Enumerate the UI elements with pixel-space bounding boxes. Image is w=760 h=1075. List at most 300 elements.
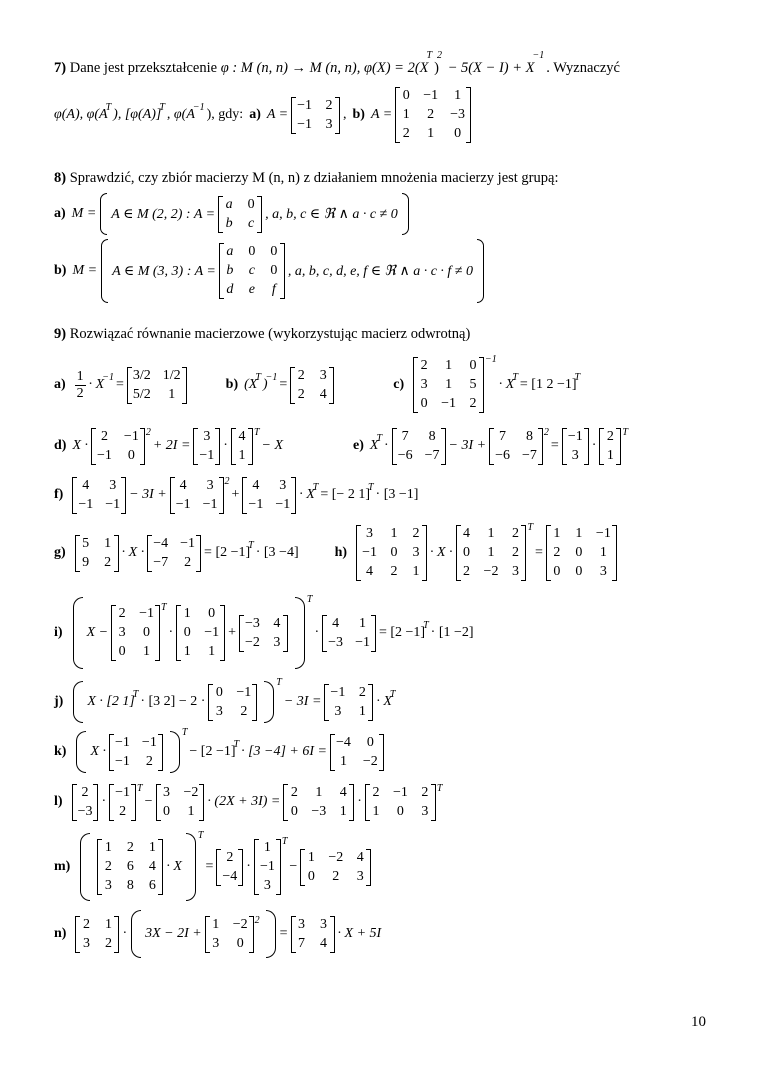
- section-7-header: [54, 50, 620, 77]
- matrix-entry: 2: [606, 428, 614, 444]
- matrix-grid: [115, 785, 130, 820]
- matrix-9m3: [254, 839, 281, 895]
- matrix-entry: −1: [139, 606, 154, 621]
- matrix-entry: 3: [511, 564, 519, 579]
- paren-left: [73, 681, 83, 723]
- paren-right: [170, 731, 180, 773]
- s8-b-cond1: A ∈ M (3, 3) : A =: [112, 263, 216, 279]
- matrix-entry: −7: [424, 447, 440, 463]
- matrix-entry: −1: [275, 496, 291, 512]
- matrix-9d3: [231, 428, 253, 465]
- brace-right: [477, 239, 484, 303]
- matrix-entry: 1: [372, 803, 380, 819]
- section-8-text: Sprawdzić, czy zbiór macierzy M (n, n) z działaniem mnożenia macierzy jest grupą:: [66, 170, 559, 186]
- matrix-grid: [297, 917, 329, 952]
- paren-left: [80, 833, 90, 901]
- section-9-text: Rozwiązać równanie macierzowe (wykorzystując macierz odwrotną): [66, 326, 471, 342]
- matrix-entry: −1: [115, 784, 131, 800]
- matrix-entry: 3: [82, 935, 90, 951]
- matrix-entry: 4: [320, 935, 328, 951]
- paren-right: [186, 833, 196, 901]
- matrix-entry: −1: [297, 97, 313, 113]
- matrix-entry: 2: [100, 428, 108, 444]
- matrix-grid: [78, 478, 120, 513]
- matrix-9h3: [546, 525, 617, 581]
- matrix-entry: 0: [247, 196, 255, 212]
- matrix-entry: f: [271, 282, 276, 297]
- matrix-entry: 1: [487, 526, 495, 541]
- matrix-9c: [413, 357, 484, 413]
- matrix-grid: [117, 606, 154, 660]
- matrix-9j: [208, 684, 257, 721]
- matrix-entry: 5: [469, 377, 477, 392]
- matrix-entry: 3: [320, 916, 328, 932]
- matrix-entry: 1: [553, 526, 561, 541]
- matrix-entry: 2: [427, 107, 435, 122]
- matrix-grid: [115, 735, 157, 770]
- matrix-entry: 0: [469, 358, 477, 373]
- matrix-entry: 2: [297, 367, 305, 383]
- matrix-grid: [103, 840, 157, 894]
- matrix-entry: 1: [212, 916, 220, 932]
- matrix-9l4: [283, 784, 354, 821]
- matrix-entry: −6: [495, 447, 510, 463]
- matrix-entry: 3: [366, 526, 374, 541]
- matrix-entry: 1: [358, 703, 366, 719]
- matrix-entry: 0: [420, 396, 428, 411]
- matrix-9k: [109, 734, 163, 771]
- matrix-entry: −1: [297, 116, 313, 132]
- matrix-entry: 3: [206, 477, 214, 493]
- matrix-9n1: [75, 916, 119, 953]
- s8-b-cond2: , a, b, c, d, e, f ∈ ℜ ∧ a · c · f ≠ 0: [287, 263, 473, 279]
- matrix-entry: 3: [298, 916, 306, 932]
- eq-n-label: n): [54, 926, 67, 941]
- matrix-entry: 3: [420, 377, 428, 392]
- eq-a-x: · X: [88, 377, 105, 392]
- matrix-entry: 6: [148, 878, 156, 893]
- paren-right: [264, 681, 274, 723]
- section-7-row: φ(A), φ(A $^T$ ), [φ(A)] $^T$ , φ(A $^{-1}$ ), gdy: a) A = −1 2 −1 3 , b) A = 0 −1 1 1 2 −3 2 1 0: [54, 82, 474, 148]
- matrix-9f1: [72, 477, 126, 514]
- matrix-entry: 1: [359, 615, 367, 631]
- matrix-grid: [605, 429, 615, 464]
- matrix-entry: 3: [104, 878, 112, 893]
- matrix-grid: [462, 526, 521, 580]
- matrix-grid: [552, 526, 611, 580]
- matrix-entry: 2: [184, 554, 192, 570]
- list-sup1: T: [105, 101, 112, 113]
- matrix-entry: 4: [463, 526, 471, 541]
- matrix-entry: 1: [208, 644, 216, 659]
- matrix-entry: 8: [428, 428, 436, 444]
- s8-b-label: b): [54, 263, 67, 278]
- matrix-9i2: [176, 605, 225, 661]
- matrix-entry: −7: [153, 554, 169, 570]
- matrix-9l5: [365, 784, 436, 821]
- matrix-9e3: [562, 428, 589, 465]
- matrix-entry: 4: [366, 564, 374, 579]
- sq-sup: 2: [436, 50, 442, 61]
- brace-left: [101, 239, 108, 303]
- matrix-grid: [81, 536, 113, 571]
- eq-a-label: a): [54, 377, 66, 392]
- matrix-entry: −1: [123, 428, 139, 444]
- matrix-grid: [260, 840, 275, 894]
- matrix-entry: 1: [445, 377, 453, 392]
- matrix-entry: 7: [298, 935, 306, 951]
- paren-left: [76, 731, 86, 773]
- matrix-entry: −1: [78, 496, 94, 512]
- eq-c-label: c): [393, 377, 405, 392]
- matrix-entry: 3: [163, 784, 171, 800]
- matrix-entry: 4: [319, 386, 327, 402]
- matrix-entry: −1: [355, 634, 370, 650]
- matrix-entry: 2: [469, 396, 477, 411]
- eq-l-label: l): [54, 794, 63, 809]
- matrix-entry: 1: [104, 535, 112, 551]
- matrix-grid: [328, 616, 370, 651]
- eq-i-label: i): [54, 625, 63, 640]
- matrix-entry: 1: [263, 840, 271, 855]
- matrix-entry: 1: [575, 526, 583, 541]
- matrix-entry: 0: [215, 684, 223, 700]
- matrix-entry: 4: [238, 428, 246, 444]
- matrix-entry: 1: [183, 606, 191, 621]
- matrix-grid: [371, 785, 430, 820]
- matrix-entry: 8: [525, 428, 533, 444]
- section-9-label: 9): [54, 326, 67, 342]
- matrix-entry: 0: [118, 644, 126, 659]
- matrix-9g2: [147, 535, 201, 572]
- matrix-entry: 5: [82, 535, 90, 551]
- matrix-entry: 4: [273, 615, 281, 631]
- matrix-entry: −1: [567, 428, 583, 444]
- matrix-9m2: [216, 849, 243, 886]
- eq-k-label: k): [54, 744, 67, 759]
- matrix-entry: 1: [183, 644, 191, 659]
- matrix-entry: 2: [553, 545, 561, 560]
- row-j: j) X · [2 1] $^T$ · [3 2] − 2 · 0 −1 3 2 $^T$ − 3I = −1 2 3 1 · X $^T$: [54, 680, 397, 724]
- matrix-entry: 2: [325, 97, 333, 113]
- matrix-entry: 3: [412, 545, 420, 560]
- matrix-entry: 0: [307, 868, 315, 884]
- matrix-9b: [290, 367, 334, 404]
- matrix-entry: 2: [420, 358, 428, 373]
- matrix-grid: [336, 735, 378, 770]
- fraction: $\frac{1}{2}$: [76, 369, 84, 401]
- matrix-entry: 3: [215, 703, 223, 719]
- matrix-entry: −6: [397, 447, 413, 463]
- paren-left: [131, 910, 141, 958]
- matrix-9l1: [72, 784, 99, 821]
- matrix-entry: 0: [390, 545, 398, 560]
- matrix-entry: 0: [575, 545, 583, 560]
- paren-left: [73, 597, 83, 669]
- matrix-entry: 0: [183, 625, 191, 640]
- matrix-entry: −7: [522, 447, 537, 463]
- matrix-entry: 2: [226, 849, 234, 865]
- matrix-9h1: [356, 525, 427, 581]
- matrix-entry: −3: [328, 634, 344, 650]
- matrix-grid: [182, 606, 219, 660]
- matrix-grid: [214, 685, 251, 720]
- s8-a-cond2: , a, b, c ∈ ℜ ∧ a · c ≠ 0: [265, 206, 398, 222]
- matrix-7a: [291, 97, 340, 134]
- matrix-entry: 4: [252, 477, 260, 493]
- matrix-9j2: [324, 684, 373, 721]
- matrix-entry: 2: [463, 564, 471, 579]
- matrix-entry: 2: [297, 386, 305, 402]
- matrix-entry: 0: [402, 88, 410, 103]
- matrix-entry: −1: [330, 684, 346, 700]
- matrix-entry: 3: [118, 625, 126, 640]
- section-8b-row: [54, 238, 488, 304]
- matrix-entry: 2: [390, 564, 398, 579]
- matrix-entry: 4: [179, 477, 187, 493]
- matrix-entry: 0: [163, 803, 171, 819]
- matrix-grid: [225, 244, 279, 298]
- matrix-grid: [297, 98, 334, 133]
- matrix-grid: [419, 358, 478, 412]
- s8-a-cond1: A ∈ M (2, 2) : A =: [111, 206, 216, 222]
- matrix-grid: [224, 197, 256, 232]
- matrix-entry: 1: [307, 849, 315, 865]
- matrix-9d2: [193, 428, 220, 465]
- matrix-entry: 3/2: [132, 367, 151, 383]
- eq-j-label: j): [54, 694, 64, 709]
- matrix-entry: 2: [119, 803, 127, 819]
- matrix-grid: [296, 368, 328, 403]
- matrix-entry: 3: [273, 634, 281, 650]
- matrix-entry: 1: [187, 803, 195, 819]
- matrix-entry: c: [247, 215, 255, 231]
- matrix-grid: [133, 368, 181, 403]
- section-8-label: 8): [54, 170, 67, 186]
- matrix-entry: 1: [454, 88, 462, 103]
- matrix-entry: 0: [290, 803, 298, 819]
- matrix-entry: 1: [168, 386, 176, 402]
- matrix-entry: 0: [575, 564, 583, 579]
- matrix-entry: −1: [202, 496, 218, 512]
- matrix-entry: −1: [105, 496, 121, 512]
- matrix-9i3: [239, 615, 288, 652]
- matrix-entry: 0: [236, 935, 244, 951]
- matrix-entry: 2: [290, 784, 298, 800]
- matrix-entry: 0: [454, 126, 462, 141]
- matrix-entry: 1: [104, 840, 112, 855]
- matrix-entry: −1: [199, 447, 215, 463]
- matrix-entry: 2: [412, 526, 420, 541]
- matrix-entry: −3: [245, 615, 260, 631]
- matrix-entry: 0: [208, 606, 216, 621]
- matrix-entry: 1: [599, 545, 607, 560]
- matrix-entry: 2: [104, 554, 112, 570]
- matrix-entry: 7: [499, 428, 507, 444]
- matrix-entry: 1: [143, 644, 151, 659]
- matrix-entry: 0: [270, 244, 278, 259]
- list-c: , φ(A: [166, 107, 195, 122]
- matrix-9f2: [170, 477, 224, 514]
- matrix-entry: −4: [335, 734, 351, 750]
- matrix-entry: −1: [175, 496, 191, 512]
- matrix-entry: 1: [339, 753, 347, 769]
- matrix-9f3: [242, 477, 296, 514]
- matrix-entry: 2: [81, 784, 89, 800]
- matrix-9k2: [330, 734, 384, 771]
- matrix-grid: [306, 850, 365, 885]
- matrix-entry: e: [248, 282, 255, 297]
- matrix-grid: [398, 429, 440, 464]
- s8-a-set: M =: [71, 206, 97, 221]
- matrix-grid: [81, 917, 113, 952]
- matrix-8b: [219, 243, 285, 299]
- matrix-entry: 3: [319, 367, 327, 383]
- a-eq: A =: [266, 107, 289, 122]
- eq-h-label: h): [334, 545, 348, 560]
- section-7-text2: . Wyznaczyć: [546, 59, 620, 76]
- section-8a-row: [54, 192, 413, 236]
- matrix-9d1: [91, 428, 145, 465]
- matrix-grid: [289, 785, 348, 820]
- paren-right: [266, 910, 276, 958]
- matrix-entry: 2: [126, 840, 134, 855]
- matrix-entry: −3: [77, 803, 93, 819]
- matrix-9a: [127, 367, 187, 404]
- matrix-entry: 2: [421, 784, 429, 800]
- matrix-entry: 1: [402, 107, 410, 122]
- matrix-9m4: [300, 849, 371, 886]
- matrix-entry: 1: [315, 784, 323, 800]
- matrix-entry: −4: [222, 868, 238, 884]
- matrix-entry: 2: [402, 126, 410, 141]
- matrix-entry: 4: [339, 784, 347, 800]
- matrix-grid: [362, 526, 421, 580]
- matrix-entry: 1: [487, 545, 495, 560]
- matrix-entry: 2: [511, 526, 519, 541]
- matrix-grid: [222, 850, 237, 885]
- matrix-entry: 1: [238, 447, 246, 463]
- eq-e-label: e): [353, 438, 364, 453]
- matrix-grid: [245, 616, 282, 651]
- eq-g-label: g): [54, 545, 66, 560]
- matrix-9i1: [111, 605, 160, 661]
- case-a-label: a): [249, 107, 261, 122]
- matrix-entry: 3: [571, 447, 579, 463]
- matrix-entry: −1: [115, 753, 130, 769]
- matrix-entry: b: [225, 215, 233, 231]
- matrix-entry: −2: [183, 784, 199, 800]
- row-i: i) X − 2 −1 3 0 0 1 $^T$ · 1 0 0 −1 1 1 + −3 4 −2 3 $^T$ · 4 1 −3 −1 = [2 −1] $^T$ · [1 −2]: [54, 596, 474, 670]
- matrix-entry: 3: [279, 477, 287, 493]
- matrix-9l2: [109, 784, 136, 821]
- matrix-grid: [199, 429, 214, 464]
- matrix-entry: 3: [109, 477, 117, 493]
- matrix-entry: −2: [362, 753, 378, 769]
- matrix-entry: 3: [325, 116, 333, 132]
- matrix-entry: −1: [392, 784, 408, 800]
- matrix-entry: 9: [82, 554, 90, 570]
- list-sup3: −1: [192, 101, 205, 113]
- row-l: l) 2 −3 · −1 2 $^T$ − 3 −2 0 1 · (2X + 3I) = 2 1 4 0 −3 1 · 2 −1 2 1 0 3 $^T$: [54, 782, 443, 819]
- matrix-entry: 5/2: [132, 386, 151, 402]
- b-eq: A =: [370, 107, 393, 122]
- matrix-grid: [495, 429, 537, 464]
- matrix-entry: −1: [259, 859, 275, 874]
- matrix-grid: [211, 917, 248, 952]
- row-f: f) 4 3 −1 −1 − 3I + 4 3 −1 −1 $^2$ + 4 3 −1 −1 · X $^T$ = [− 2 1] $^T$ · [3 −1]: [54, 475, 419, 512]
- matrix-grid: [248, 478, 290, 513]
- matrix-grid: [568, 429, 583, 464]
- matrix-entry: 3: [263, 878, 271, 893]
- matrix-9h2: [456, 525, 527, 581]
- list-a: φ(A), φ(A: [54, 107, 108, 122]
- list-sup2: T: [159, 101, 165, 113]
- case-b-label: b): [352, 107, 365, 122]
- s8-a-label: a): [54, 206, 66, 221]
- inv-sup: −1: [532, 50, 545, 61]
- matrix-entry: −2: [483, 564, 499, 579]
- paren-right: [295, 597, 305, 669]
- matrix-9n3: [291, 916, 335, 953]
- matrix-9g1: [75, 535, 119, 572]
- row-n: n) 2 1 3 2 · 3X − 2I + 1 −2 3 0 $^2$ = 3 3 7 4 · X + 5I: [54, 910, 381, 958]
- matrix-9e1: [392, 428, 446, 465]
- matrix-entry: −1: [248, 496, 264, 512]
- matrix-entry: 0: [553, 564, 561, 579]
- matrix-7b: [395, 87, 471, 143]
- row-k: k) X · −1 −1 −1 2 $^T$ − [2 −1] $^T$ · [3 −4] + 6I = −4 0 1 −2: [54, 730, 387, 774]
- matrix-entry: 1: [606, 447, 614, 463]
- matrix-entry: 1: [427, 126, 435, 141]
- matrix-grid: [153, 536, 195, 571]
- matrix-entry: 4: [148, 859, 156, 874]
- matrix-entry: 1: [104, 916, 112, 932]
- matrix-grid: [162, 785, 199, 820]
- matrix-9n2: [205, 916, 254, 953]
- matrix-entry: −1: [595, 526, 611, 541]
- matrix-entry: c: [248, 263, 255, 278]
- s8-b-set: M =: [72, 263, 98, 278]
- matrix-entry: 0: [127, 447, 135, 463]
- matrix-entry: 2: [332, 868, 340, 884]
- row-gh: g) 5 1 9 2 · X · −4 −1 −7 2 = [2 −1] $^T$ · [3 −4] h) 3 1 2 −1 0 3 4 2 1 · X · 4 1 2 0 1 2 2 −2 3 $^T$ = 1 1 −1 2 0 1 0 0 3: [54, 520, 620, 586]
- matrix-entry: 8: [126, 878, 134, 893]
- matrix-entry: 4: [332, 615, 340, 631]
- matrix-entry: 2: [118, 606, 126, 621]
- eq-b-label: b): [225, 377, 239, 392]
- matrix-grid: [401, 88, 465, 142]
- t-sup: T: [426, 50, 433, 61]
- matrix-entry: −1: [115, 734, 130, 750]
- matrix-entry: 0: [396, 803, 404, 819]
- phi-rest: − 5(X − I) + X: [443, 59, 535, 76]
- section-9-header: [54, 326, 470, 343]
- matrix-9m1: [97, 839, 163, 895]
- matrix-entry: −1: [441, 396, 457, 411]
- matrix-entry: 2: [358, 684, 366, 700]
- matrix-entry: b: [226, 263, 234, 278]
- matrix-9i4: [322, 615, 376, 652]
- page-number: 10: [691, 1014, 706, 1030]
- matrix-grid: [97, 429, 139, 464]
- matrix-entry: 3: [334, 703, 342, 719]
- matrix-entry: a: [226, 244, 234, 259]
- list-b: ), [φ(A)]: [113, 107, 162, 122]
- matrix-entry: 3: [356, 868, 364, 884]
- eq-d-label: d): [54, 438, 67, 453]
- matrix-entry: 2: [372, 784, 380, 800]
